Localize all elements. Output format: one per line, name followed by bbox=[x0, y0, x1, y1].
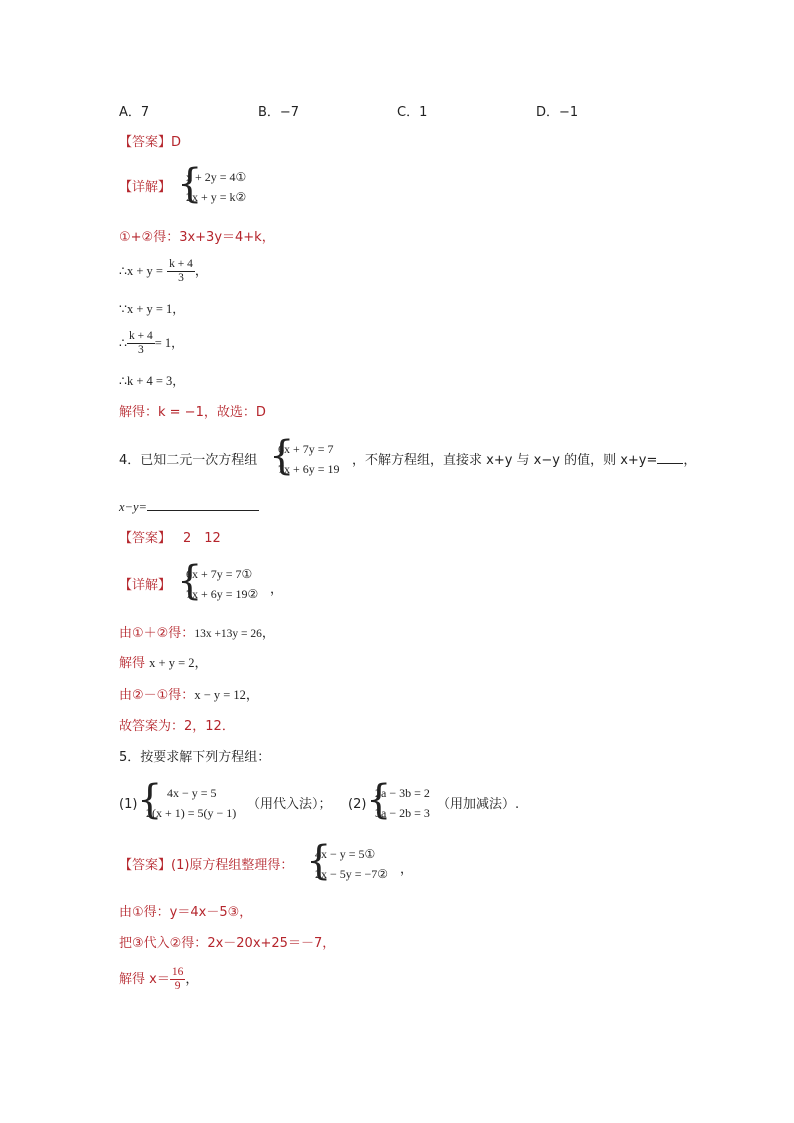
step-punct: ， bbox=[261, 626, 275, 641]
q3-answer-line bbox=[119, 135, 181, 151]
equation-2: 7x + 6y = 19 bbox=[278, 462, 340, 476]
q4-line2-label: x−y= bbox=[119, 500, 147, 514]
step-5: ∴k + 4 = 3， bbox=[119, 374, 185, 388]
numerator: k + 4 bbox=[167, 258, 195, 272]
fraction bbox=[167, 258, 195, 285]
equation-system bbox=[137, 777, 257, 828]
brace-icon: { bbox=[177, 558, 203, 604]
step-label: 由①＋②得： bbox=[119, 626, 195, 641]
q4-step-3 bbox=[119, 688, 259, 704]
option-c: C．1 bbox=[397, 105, 428, 120]
step-punct: ， bbox=[245, 688, 259, 703]
denominator: 3 bbox=[178, 272, 184, 285]
answer-value: 2 12 bbox=[183, 531, 221, 546]
detail-tag: 【详解】 bbox=[119, 578, 172, 593]
detail-tag bbox=[119, 180, 171, 196]
equation-2: 3a − 2b = 3 bbox=[375, 806, 430, 820]
q5-answer-line bbox=[119, 858, 293, 874]
fraction bbox=[127, 330, 155, 357]
option-d: D．−1 bbox=[536, 105, 579, 120]
step-label: 把③代入②得： bbox=[119, 936, 208, 951]
q4-step-2 bbox=[119, 656, 208, 672]
step-1: ①+②得：3x+3y＝4+k， bbox=[119, 230, 275, 245]
q5-part1-method: （用代入法）； bbox=[247, 797, 332, 812]
equation-1: 2a − 3b = 2 bbox=[375, 786, 430, 800]
q5-step-3 bbox=[119, 966, 198, 993]
equation-system bbox=[366, 777, 446, 828]
brace-icon: { bbox=[269, 433, 295, 479]
step-3: ∵x + y = 1， bbox=[119, 302, 185, 316]
step-math: y＝4x－5③， bbox=[169, 905, 253, 920]
q5-stem: 5．按要求解下列方程组： bbox=[119, 750, 271, 765]
answer-tag: 【答案】 bbox=[119, 858, 172, 873]
q4-line2 bbox=[119, 500, 259, 516]
step-math: 2x－20x+25＝－7， bbox=[207, 936, 336, 951]
step-4-rhs: = 1， bbox=[154, 336, 184, 351]
equation-2: 2x − 5y = −7② bbox=[315, 867, 389, 881]
step-math: x − y = 12 bbox=[194, 688, 246, 702]
q5-part2-method: （用加减法）. bbox=[437, 797, 520, 812]
numerator: 16 bbox=[170, 966, 186, 980]
equation-1: 6x + 7y = 7① bbox=[186, 567, 253, 581]
q4-stem-text: ，不解方程组，直接求 x+y 与 x−y 的值，则 x+y= bbox=[352, 453, 658, 468]
step-2 bbox=[119, 258, 208, 285]
numerator: k + 4 bbox=[127, 330, 155, 344]
step-label: 解得 bbox=[119, 656, 150, 671]
q4-step-1 bbox=[119, 626, 275, 642]
q4-stem-end: ， bbox=[683, 453, 697, 468]
brace-icon: { bbox=[177, 161, 203, 207]
q4-step-4: 故答案为：2，12． bbox=[119, 719, 235, 734]
fraction bbox=[170, 966, 186, 993]
equation-2: 2(x + 1) = 5(y − 1) bbox=[146, 806, 237, 820]
step-math: 13x +13y = 26 bbox=[194, 628, 262, 640]
equation-2: 7x + 6y = 19② bbox=[186, 587, 259, 601]
answer-tag: 【答案】 bbox=[119, 531, 172, 546]
q4-stem-post bbox=[352, 453, 696, 469]
step-6: 解得：k = −1，故选：D bbox=[119, 405, 266, 420]
answer-text: (1)原方程组整理得： bbox=[171, 858, 294, 873]
brace-icon: { bbox=[137, 777, 163, 823]
answer-blank bbox=[147, 510, 259, 511]
step-punct: ， bbox=[194, 656, 208, 671]
q5-part2-label: (2) bbox=[348, 797, 367, 812]
step-label: 由②－①得： bbox=[119, 688, 195, 703]
step-4 bbox=[119, 330, 184, 357]
brace-icon: { bbox=[306, 838, 332, 884]
denominator: 3 bbox=[137, 344, 144, 357]
option-b: B．−7 bbox=[258, 105, 300, 120]
equation-1: 6x + 7y = 7 bbox=[278, 442, 334, 456]
q5-part1-label: (1) bbox=[119, 797, 138, 812]
q5-step-1 bbox=[119, 905, 252, 921]
equation-1: 4x − y = 5① bbox=[315, 847, 376, 861]
detail-label: 【详解】 bbox=[119, 180, 172, 195]
answer-tag: 【答案】 bbox=[119, 135, 172, 150]
comma: ， bbox=[270, 582, 284, 597]
step-label: 解得 bbox=[119, 972, 150, 988]
q4-answer-line bbox=[119, 531, 221, 547]
step-var: x＝ bbox=[149, 972, 170, 988]
answer-blank bbox=[657, 463, 683, 464]
q5-step-2 bbox=[119, 936, 335, 952]
answer-value: D bbox=[171, 135, 182, 150]
denominator: 9 bbox=[174, 980, 181, 993]
comma: ， bbox=[400, 862, 414, 877]
step-punct: ， bbox=[185, 972, 199, 988]
step-2-lhs: ∴x + y = bbox=[119, 264, 163, 279]
q4-stem-pre: 4．已知二元一次方程组 bbox=[119, 453, 258, 468]
equation-1: 4x − y = 5 bbox=[167, 786, 217, 800]
equation-system bbox=[269, 433, 359, 484]
step-4-therefore: ∴ bbox=[119, 336, 127, 351]
step-math: x + y = 2 bbox=[149, 656, 195, 670]
step-2-punct: ， bbox=[194, 264, 208, 280]
step-label: 由①得： bbox=[119, 905, 170, 920]
equation-2: 2x + y = k② bbox=[186, 190, 247, 204]
equation-system bbox=[177, 161, 267, 212]
equation-1: x + 2y = 4① bbox=[186, 170, 247, 184]
brace-icon: { bbox=[366, 777, 392, 823]
option-a: A．7 bbox=[119, 105, 150, 120]
